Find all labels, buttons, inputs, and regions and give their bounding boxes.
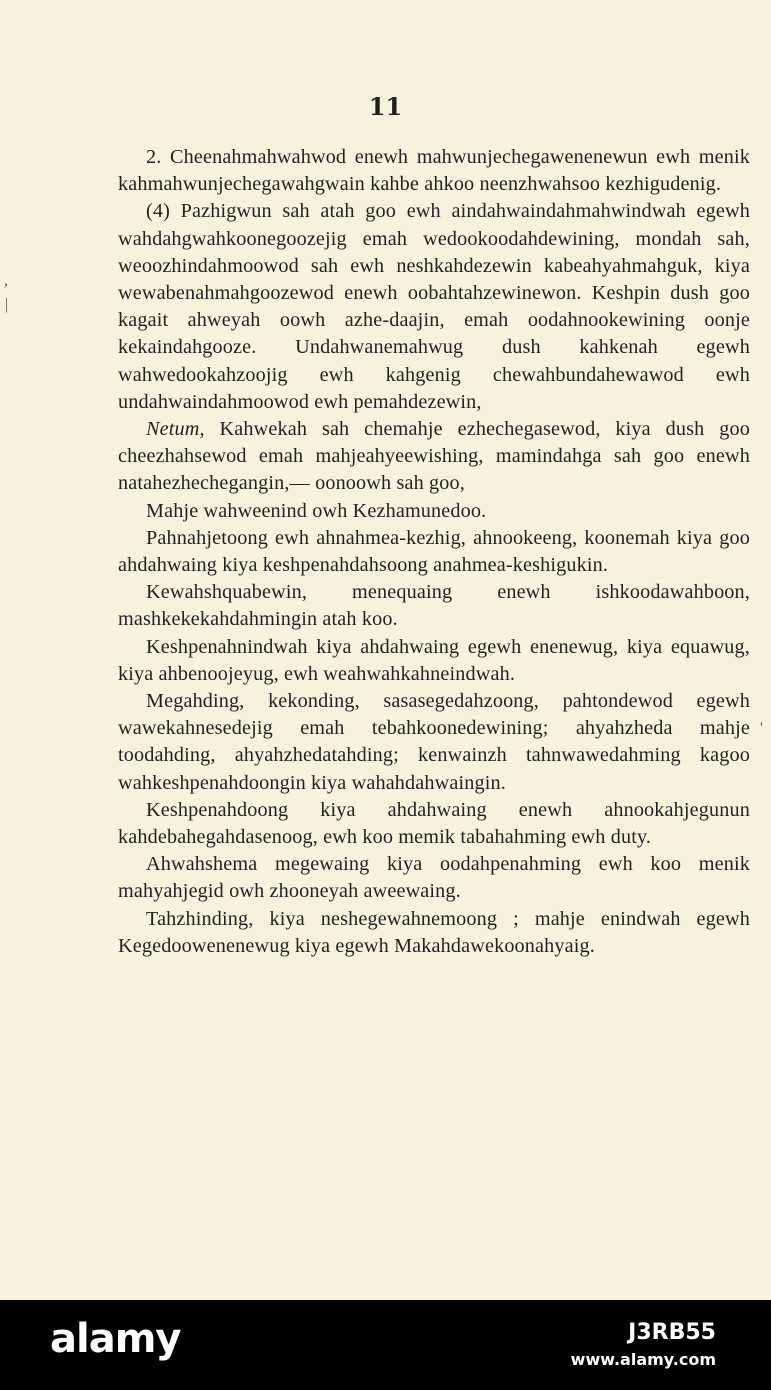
paragraph-text: Mahje wahweenind owh Kezhamunedoo. xyxy=(146,499,487,522)
italic-lead: Netum, xyxy=(146,418,205,441)
watermark-footer xyxy=(0,1300,771,1390)
paragraph-7 xyxy=(118,634,750,688)
paragraph-text: Keshpenahnindwah kiya ahdahwaing egewh enenewug, kiya equawug, kiya ahbenoojeyug, ewh weahwahkahneindwah. xyxy=(118,635,750,685)
paragraph-text: Megahding, kekonding, sasasegedahzoong, pahtondewod egewh wawekahnesedejig emah tebahkoonedewining; ahyahzheda mahje toodahding, ahyahzhedatahding; kenwainzh tahnwawedahming kagoo wahkeshpenahdoongin kiya wahahdahwaingin. xyxy=(118,690,750,794)
paragraph-text: (4) Pazhigwun sah atah goo ewh aindahwaindahmahwindwah egewh wahdahgwahkoonegoozejig emah wedookoodahdewining, mondah sah, weoozhindahmoowod sah ewh neshkahdezewin kabeahyahmahguk, kiya wewabenahmahgoozewod enewh oobahtahzewinewon. Keshpin dush goo kagait ahweyah oowh azhe-daajin, emah oodahnookewining oonje kekaindahgooze. Undahwanemahwug dush kahkenah egewh wahwedookahzoojig ewh kahgenig chewahbundahewawod ewh undahwaindahmoowod ewh pemahdezewin, xyxy=(118,200,750,413)
paragraph-2 xyxy=(118,198,750,416)
paragraph-8 xyxy=(118,688,750,797)
margin-mark: ' xyxy=(760,720,763,737)
paragraph-text: Keshpenahdoong kiya ahdahwaing enewh ahnookahjegunun kahdebahegahdasenoog, ewh koo memik tabahahming ewh duty. xyxy=(118,798,750,849)
paragraph-11 xyxy=(118,906,750,960)
body-text xyxy=(118,144,750,960)
paragraph-text: Kahwekah sah chemahje ezhechegasewod, kiya dush goo cheezhahsewod emah mahjeahyeewishing, mamindahga sah goo enewh natahezhechegangin,— oonoowh sah goo, xyxy=(118,418,750,495)
paragraph-text: Ahwahshema megewaing kiya oodahpenahming ewh koo menik mahyahjegid owh zhooneyah aweewaing. xyxy=(118,853,750,903)
paragraph-text: Tahzhinding, kiya neshegewahnemoong ; mahje enindwah egewh Kegedoowenenewug kiya egewh Makahdawekoonahyaig. xyxy=(118,907,750,957)
paragraph-3 xyxy=(118,416,750,498)
paragraph-text: Kewahshquabewin, menequaing enewh ishkoodawahboon, mashkekekahdahmingin atah koo. xyxy=(118,581,750,631)
paragraph-text: 2. Cheenahmahwahwod enewh mahwunjechegawenenewun ewh menik kahmahwunjechegawahgwain kahbe ahkoo neenzhwahsoo kezhigudenig. xyxy=(118,146,750,196)
image-id: J3RB55 xyxy=(628,1320,716,1345)
paragraph-4 xyxy=(118,498,750,525)
site-url: www.alamy.com xyxy=(570,1350,716,1369)
page-number: 11 xyxy=(368,92,403,121)
paragraph-9 xyxy=(118,797,750,851)
paragraph-text: Pahnahjetoong ewh ahnahmea-kezhig, ahnookeeng, koonemah kiya goo ahdahwaing kiya keshpenahdahsoong anahmea-keshigukin. xyxy=(118,526,750,577)
paragraph-5 xyxy=(118,525,750,579)
margin-mark: , xyxy=(4,272,8,289)
paragraph-1 xyxy=(118,144,750,198)
paragraph-10 xyxy=(118,851,750,905)
alamy-logo: alamy xyxy=(50,1316,181,1362)
paragraph-6 xyxy=(118,579,750,633)
margin-mark: | xyxy=(5,296,9,313)
